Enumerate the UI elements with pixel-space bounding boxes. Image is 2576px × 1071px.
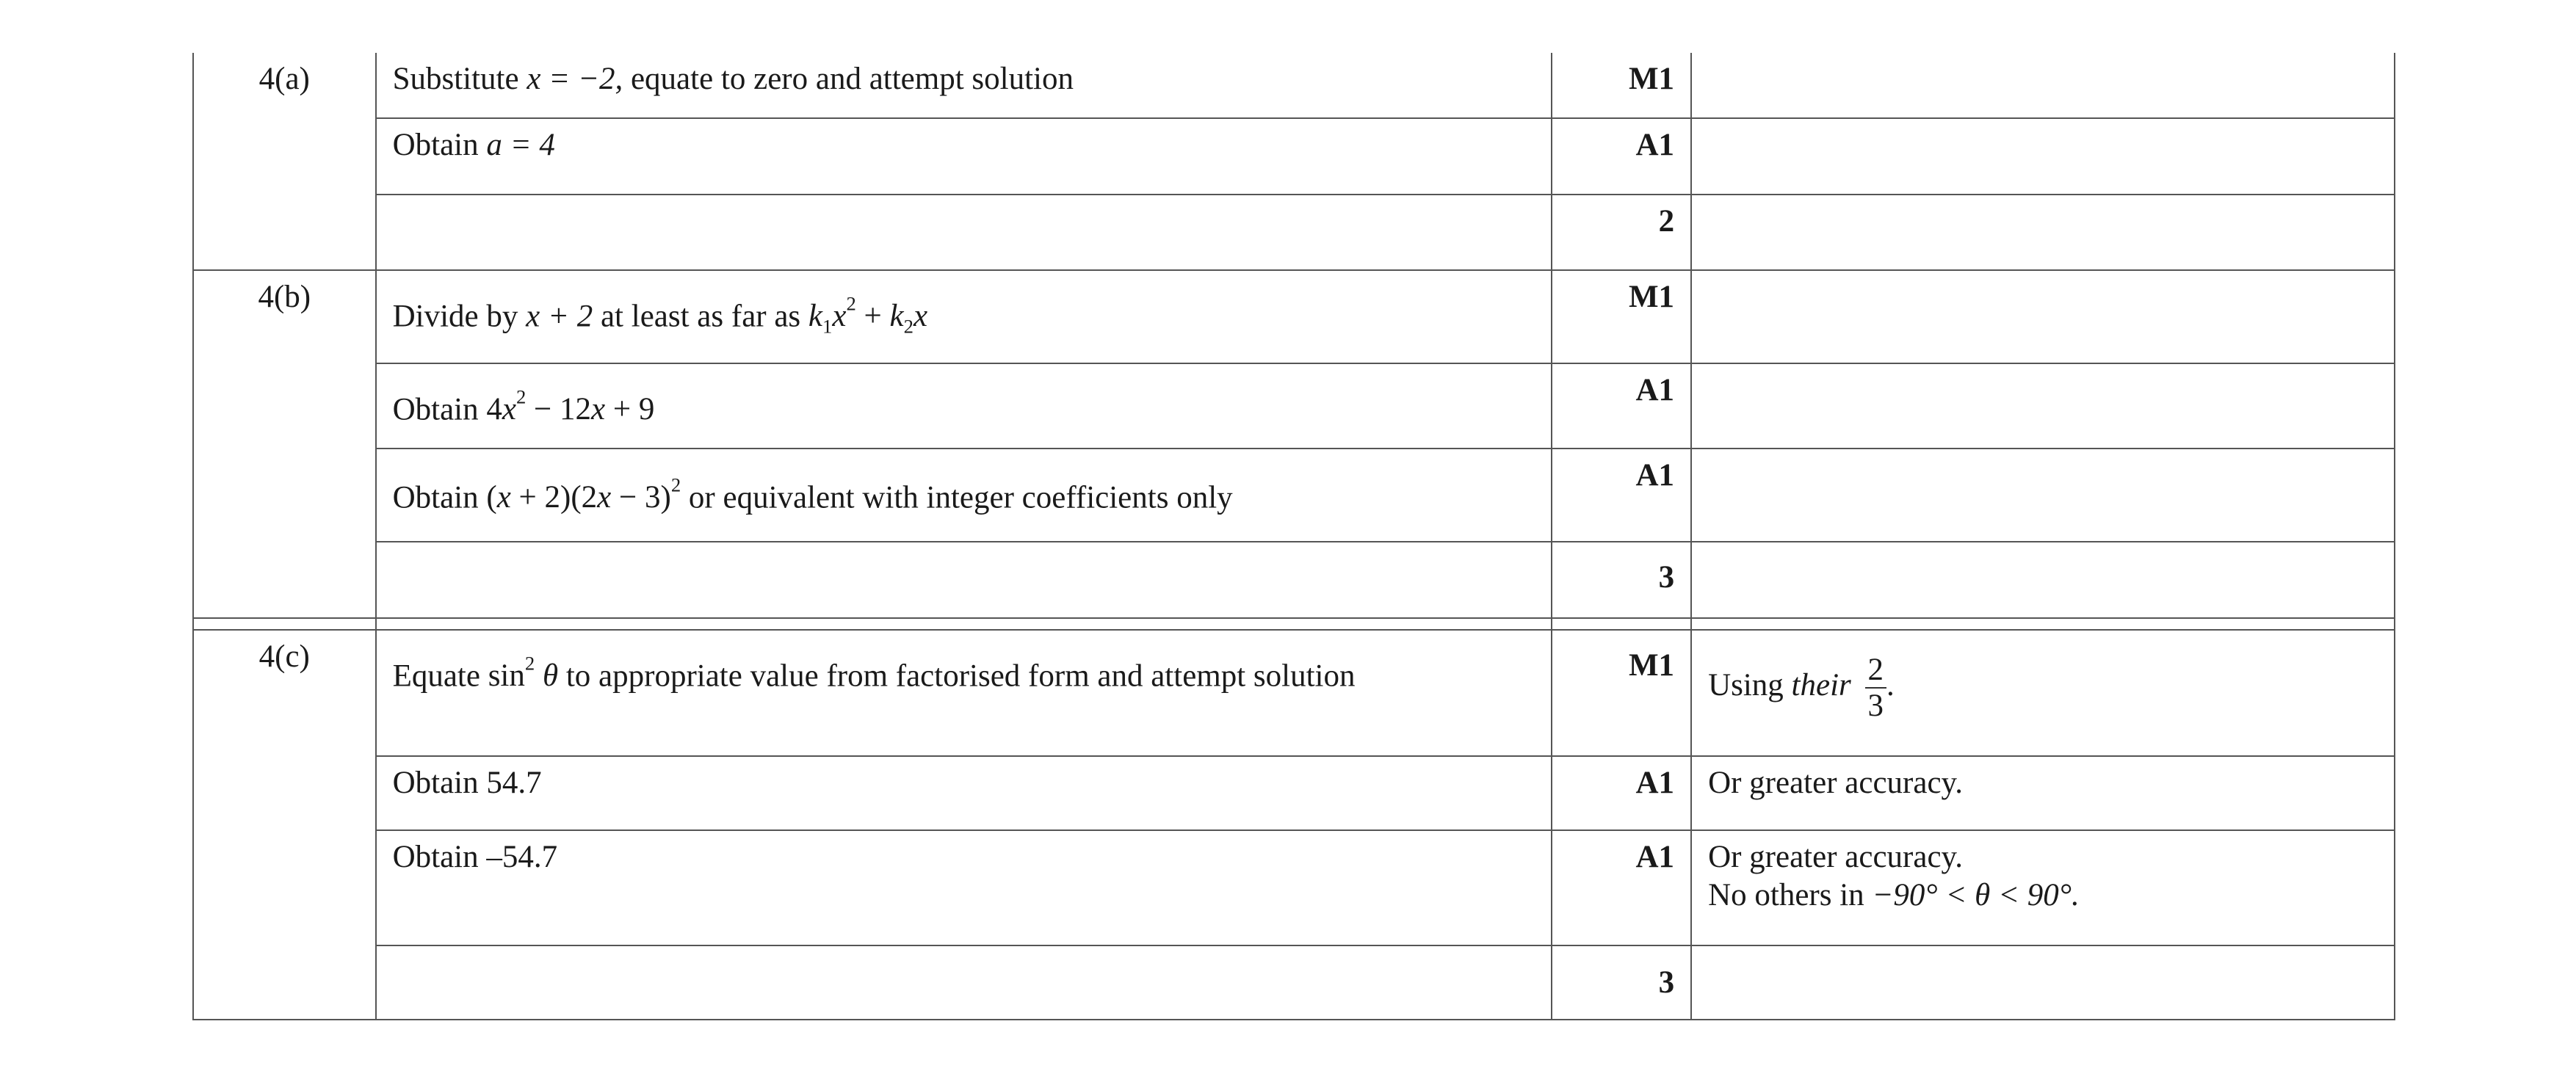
math-expression: a = 4 bbox=[486, 128, 555, 162]
math-expression: −90° < θ < 90°. bbox=[1872, 877, 2080, 912]
table-row bbox=[193, 363, 2395, 449]
mark-cell: A1 bbox=[1552, 118, 1691, 195]
total-mark: 3 bbox=[1552, 542, 1691, 618]
question-number: 4(c) bbox=[193, 630, 376, 1020]
guidance-cell bbox=[1691, 449, 2395, 542]
mark-scheme-table bbox=[192, 53, 2395, 1020]
answer-text-continued: to appropriate value from factorised form and attempt solution bbox=[565, 658, 1356, 694]
answer-cell bbox=[376, 53, 1552, 118]
answer-cell: Obtain –54.7 bbox=[376, 830, 1552, 945]
answer-cell bbox=[376, 270, 1552, 363]
total-mark: 2 bbox=[1552, 195, 1691, 270]
math-expression: x = −2, bbox=[527, 62, 623, 96]
table-row bbox=[193, 830, 2395, 945]
answer-text: Obtain bbox=[392, 128, 479, 162]
answer-text-continued: at least as far as bbox=[600, 299, 801, 334]
guidance-text: No others in bbox=[1708, 877, 1864, 912]
fraction bbox=[1865, 653, 1887, 724]
answer-cell bbox=[376, 945, 1552, 1020]
total-mark: 3 bbox=[1552, 945, 1691, 1020]
answer-cell bbox=[376, 449, 1552, 542]
mark-cell: A1 bbox=[1552, 449, 1691, 542]
guidance-cell bbox=[1691, 270, 2395, 363]
guidance-cell: Using their $\frac{2}{3}$ . bbox=[1691, 630, 2395, 756]
guidance-cell bbox=[1691, 195, 2395, 270]
table-row bbox=[193, 449, 2395, 542]
answer-text: Divide by bbox=[392, 299, 518, 334]
table-row bbox=[193, 630, 2395, 756]
guidance-cell bbox=[1691, 53, 2395, 118]
guidance-cell: Or greater accuracy. bbox=[1691, 756, 2395, 830]
table-row bbox=[193, 270, 2395, 363]
answer-cell bbox=[376, 195, 1552, 270]
table-row bbox=[193, 542, 2395, 618]
guidance-cell bbox=[1691, 830, 2395, 945]
math-expression: x + 2 bbox=[526, 299, 593, 334]
answer-text: Equate bbox=[392, 658, 480, 694]
mark-cell: A1 bbox=[1552, 830, 1691, 945]
table-row bbox=[193, 945, 2395, 1020]
section-divider bbox=[193, 618, 2395, 630]
guidance-emphasis: their bbox=[1791, 668, 1851, 703]
guidance-cell bbox=[1691, 542, 2395, 618]
guidance-cell bbox=[1691, 945, 2395, 1020]
table-row bbox=[193, 195, 2395, 270]
table-row bbox=[193, 756, 2395, 830]
math-expression: $k_1x^2 + k_2x$ bbox=[808, 293, 928, 338]
math-expression: $(x + 2)(2x - 3)^2$ bbox=[486, 474, 681, 515]
answer-cell bbox=[376, 630, 1552, 756]
question-number: 4(b) bbox=[193, 270, 376, 618]
answer-cell: Obtain 54.7 bbox=[376, 756, 1552, 830]
math-expression: $\sin^2 \theta$ bbox=[488, 653, 559, 694]
answer-text: Obtain bbox=[392, 480, 479, 515]
mark-cell: M1 bbox=[1552, 630, 1691, 756]
question-number: 4(a) bbox=[193, 53, 376, 270]
mark-cell: A1 bbox=[1552, 756, 1691, 830]
guidance-cell bbox=[1691, 363, 2395, 449]
guidance-cell bbox=[1691, 118, 2395, 195]
guidance-text: Using bbox=[1708, 668, 1784, 703]
fraction-denominator: 3 bbox=[1867, 689, 1884, 724]
guidance-text: Or greater accuracy. bbox=[1708, 840, 1963, 874]
table-row bbox=[193, 53, 2395, 118]
guidance-line bbox=[1708, 876, 2394, 915]
mark-cell: M1 bbox=[1552, 53, 1691, 118]
answer-text-continued: equate to zero and attempt solution bbox=[630, 62, 1074, 96]
math-expression: $4x^2 - 12x + 9$ bbox=[486, 386, 655, 427]
mark-cell: M1 bbox=[1552, 270, 1691, 363]
answer-text: Substitute bbox=[392, 62, 519, 96]
answer-cell bbox=[376, 542, 1552, 618]
fraction-numerator: 2 bbox=[1865, 653, 1887, 689]
answer-cell bbox=[376, 363, 1552, 449]
answer-text-continued: or equivalent with integer coefficients only bbox=[688, 480, 1233, 515]
table-row bbox=[193, 118, 2395, 195]
answer-cell bbox=[376, 118, 1552, 195]
answer-text: Obtain bbox=[392, 392, 479, 427]
mark-cell: A1 bbox=[1552, 363, 1691, 449]
